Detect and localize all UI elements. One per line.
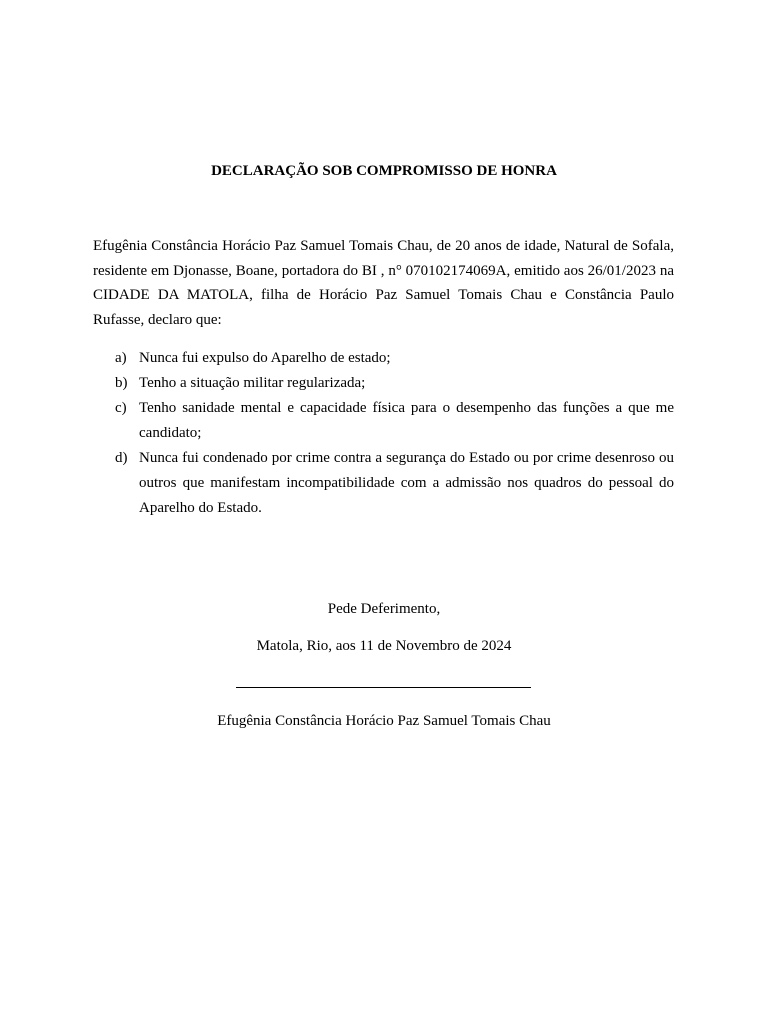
list-marker: a): [115, 350, 127, 366]
document-title: DECLARAÇÃO SOB COMPROMISSO DE HONRA: [211, 163, 557, 179]
list-item-text: Tenho a situação militar regularizada;: [139, 375, 366, 391]
closing-text: Pede Deferimento,: [327, 601, 441, 617]
list-marker: c): [115, 400, 127, 416]
list-item: [93, 396, 674, 446]
list-marker: d): [115, 450, 128, 466]
list-item: [93, 346, 674, 371]
list-item: [93, 371, 674, 396]
intro-paragraph: Efugênia Constância Horácio Paz Samuel Tomais Chau, de 20 anos de idade, Natural de Sofala, residente em Djonasse, Boane, portadora do BI , n° 070102174069A, emitido aos 26/01/2023 na CIDADE DA MATOLA, filha de Horácio Paz Samuel Tomais Chau e Constância Paulo Rufasse, declaro que:: [93, 238, 674, 328]
signature-name: Efugênia Constância Horácio Paz Samuel Tomais Chau: [217, 713, 551, 729]
list-item-text: Nunca fui condenado por crime contra a segurança do Estado ou por crime desenroso ou outros que manifestam incompatibilidade com a admissão nos quadros do pessoal do Aparelho do Estado.: [139, 450, 674, 516]
list-item-text: Nunca fui expulso do Aparelho de estado;: [139, 350, 391, 366]
list-item: [93, 446, 674, 521]
declaration-list: [93, 346, 674, 521]
list-marker: b): [115, 375, 128, 391]
place-date: Matola, Rio, aos 11 de Novembro de 2024: [256, 638, 512, 654]
list-item-text: Tenho sanidade mental e capacidade física para o desempenho das funções a que me candidato;: [139, 400, 674, 441]
signature-line: [236, 687, 531, 688]
